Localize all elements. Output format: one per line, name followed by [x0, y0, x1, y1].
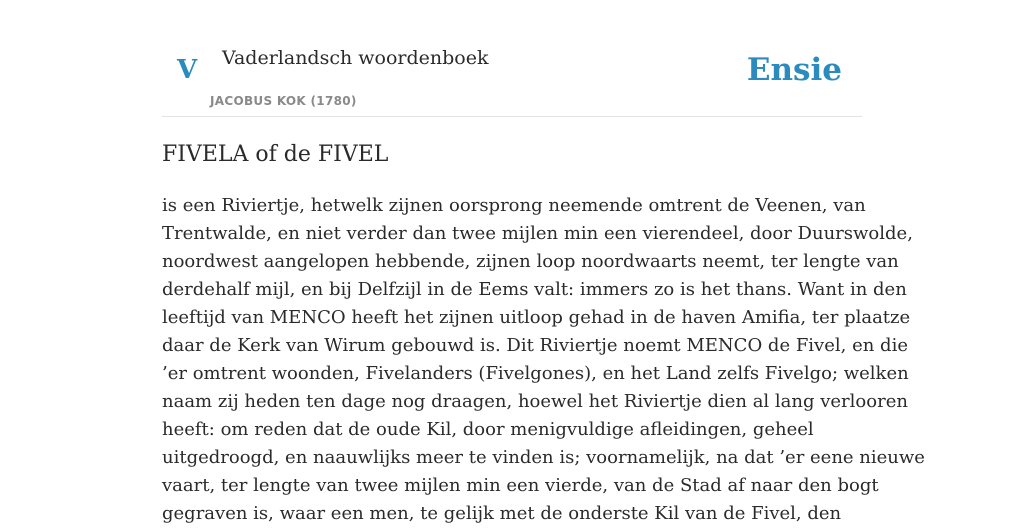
entry-body-line: derdehalf mijl, en bij Delfzijl in de Eems valt: immers zo is het thans. Want in den — [162, 279, 907, 300]
entry-body-line: leeftijd van MENCO heeft het zijnen uitloop gehad in de haven Amifia, ter plaatze — [162, 307, 911, 328]
entry-body-line: gegraven is, waar een men, te gelijk met de onderste Kil van de Fivel, den — [162, 503, 842, 524]
dictionary-author: JACOBUS KOK (1780) — [210, 94, 357, 108]
entry-body-line: is een Riviertje, hetwelk zijnen oorsprong neemende omtrent de Veenen, van — [162, 195, 866, 216]
entry-body-line: daar de Kerk van Wirum gebouwd is. Dit Riviertje noemt MENCO de Fivel, en die — [162, 335, 908, 356]
entry-body-line: ’er omtrent woonden, Fivelanders (Fivelgones), en het Land zelfs Fivelgo; welken — [162, 363, 909, 384]
entry-body-line: uitgedroogd, en naauwlijks meer te vinden is; voornamelijk, na dat ’er eene nieuwe — [162, 447, 925, 468]
entry-body — [162, 192, 925, 528]
entry-title: FIVELA of de FIVEL — [162, 142, 389, 167]
entry-body-line: heeft: om reden dat de oude Kil, door menigvuldige afleidingen, geheel — [162, 419, 814, 440]
entry-body-line: Trentwalde, en niet verder dan twee mijlen min een vierendeel, door Duurswolde, — [162, 223, 913, 244]
entry-body-line: vaart, ter lengte van twee mijlen min een vierde, van de Stad af naar den bogt — [162, 475, 879, 496]
dictionary-header — [162, 0, 862, 117]
entry-body-line: noordwest aangelopen hebbende, zijnen loop noordwaarts neemt, ter lengte van — [162, 251, 899, 272]
entry-body-line: naam zij heden ten dage nog draagen, hoewel het Riviertje dien al lang verlooren — [162, 391, 908, 412]
dictionary-letter[interactable]: V — [177, 55, 198, 85]
dictionary-title[interactable]: Vaderlandsch woordenboek — [222, 47, 489, 69]
ensie-logo-link[interactable]: Ensie — [746, 52, 842, 88]
